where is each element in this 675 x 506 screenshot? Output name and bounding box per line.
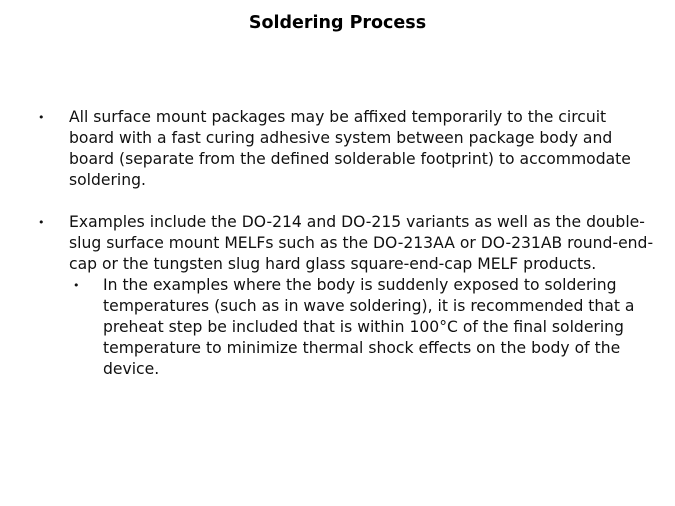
slide-body [0, 107, 675, 380]
bullet-text: All surface mount packages may be affixed temporarily to the circuit board with a fast curing adhesive system between package body and board (separate from the defined solderable footprint) to accommodate soldering. [69, 108, 631, 189]
bullet-item [0, 107, 675, 191]
bullet-marker: • [38, 216, 45, 229]
sub-bullet-marker: • [73, 279, 80, 292]
sub-bullet-item [0, 275, 675, 380]
bullet-item [0, 212, 675, 275]
bullet-marker: • [38, 111, 45, 124]
sub-bullet-text: In the examples where the body is suddenly exposed to soldering temperatures (such as in wave soldering), it is recommended that a preheat step be included that is within 100°C of the final soldering temperature to minimize thermal shock effects on the body of the device. [103, 276, 635, 378]
slide-title: Soldering Process [248, 13, 427, 33]
bullet-text: Examples include the DO-214 and DO-215 variants as well as the double-slug surface mount MELFs such as the DO-213AA or DO-231AB round-end-cap or the tungsten slug hard glass square-end-cap MELF products. [69, 213, 654, 273]
